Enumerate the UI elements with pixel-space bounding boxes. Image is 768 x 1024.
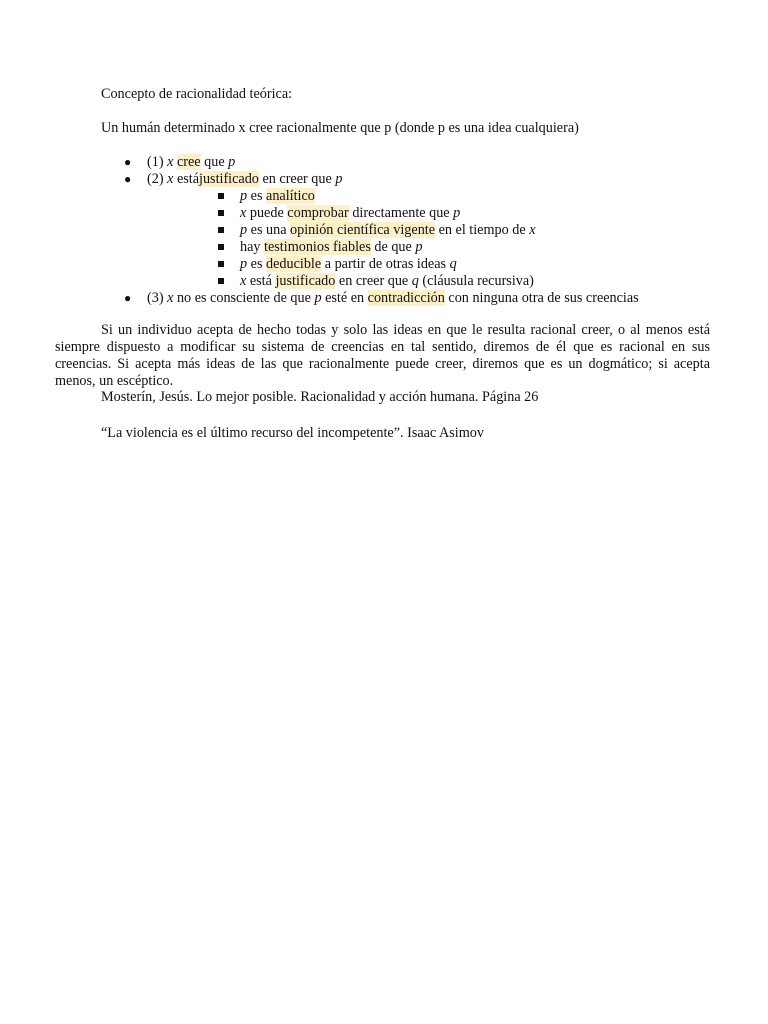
highlight: justificado [275,273,336,289]
bullet-icon: ● [124,155,132,169]
definition: Un humán determinado x cree racionalmente que p (donde p es una idea cualquiera) [101,120,579,136]
condition-3: (3) x no es consciente de que p esté en contradicción con ninguna otra de sus creencias [147,290,639,306]
highlight: cree [176,154,201,170]
condition-1: (1) x cree que p [147,154,236,170]
square-bullet-icon [218,244,224,250]
highlight: analítico [266,188,315,204]
square-bullet-icon [218,210,224,216]
square-bullet-icon [218,227,224,233]
sub-condition-4: hay testimonios fiables de que p [240,239,423,255]
body-paragraph: Si un individuo acepta de hecho todas y solo las ideas en que le resulta racional creer, o al menos está siempre dispuesto a modificar su sistema de creencias en tal sentido, diremos de él que es racional en sus creencias. Si acepta más ideas de las que racionalmente puede creer, diremos que es un dogmático; si acepta menos, un escéptico. [55,322,710,389]
highlight: deducible [266,256,322,272]
highlight: contradicción [367,290,445,306]
bullet-icon: ● [124,172,132,186]
highlight: justificado [199,171,259,187]
condition-2: (2) x estájustificado en creer que p [147,171,343,187]
sub-condition-6: x está justificado en creer que q (cláusula recursiva) [240,273,534,289]
sub-condition-5: p es deducible a partir de otras ideas q [240,256,457,272]
highlight: testimonios fiables [264,239,371,255]
heading: Concepto de racionalidad teórica: [101,86,293,102]
sub-condition-1: p es analítico [240,188,315,204]
sub-condition-2: x puede comprobar directamente que p [240,205,461,221]
sub-condition-3: p es una opinión científica vigente en el tiempo de x [240,222,536,238]
quote: “La violencia es el último recurso del incompetente”. Isaac Asimov [101,425,484,441]
citation: Mosterín, Jesús. Lo mejor posible. Racionalidad y acción humana. Página 26 [101,389,539,405]
square-bullet-icon [218,278,224,284]
square-bullet-icon [218,261,224,267]
square-bullet-icon [218,193,224,199]
highlight: opinión científica vigente [290,222,436,238]
bullet-icon: ● [124,291,132,305]
highlight: comprobar [287,205,349,221]
